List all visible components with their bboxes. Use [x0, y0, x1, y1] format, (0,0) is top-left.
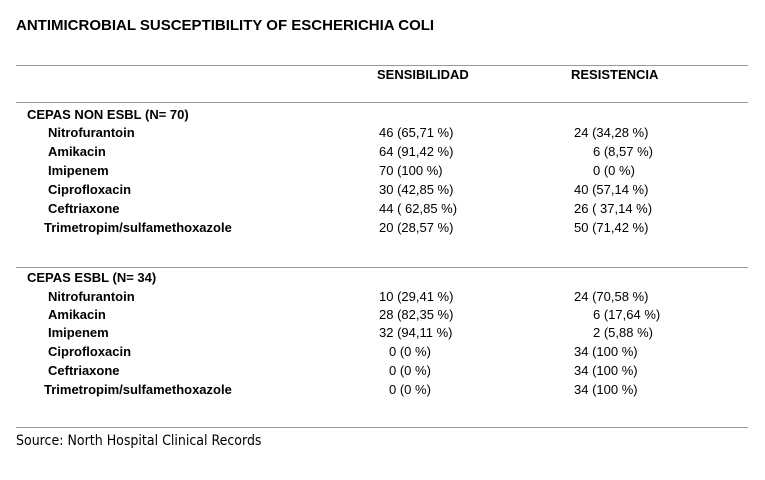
drug-label: Amikacin — [48, 307, 106, 322]
sensitivity-value: 20 (28,57 %) — [379, 220, 454, 235]
resistance-value: 6 (8,57 %) — [593, 144, 653, 159]
resistance-value: 6 (17,64 %) — [593, 307, 661, 322]
drug-label: Ciprofloxacin — [48, 182, 132, 197]
sensitivity-value: 70 (100 %) — [379, 163, 443, 178]
sensitivity-value: 0 (0 %) — [389, 382, 431, 397]
resistance-value: 2 (5,88 %) — [593, 325, 653, 340]
sensitivity-value: 46 (65,71 %) — [379, 125, 454, 140]
drug-label: Ceftriaxone — [48, 363, 120, 378]
sensitivity-value: 28 (82,35 %) — [379, 307, 454, 322]
header-bottom-rule — [16, 102, 748, 103]
section-heading-esbl: CEPAS ESBL (N= 34) — [27, 270, 157, 285]
drug-label: Ciprofloxacin — [48, 344, 132, 359]
source-note: Source: North Hospital Clinical Records — [16, 433, 262, 449]
drug-label: Trimetropim/sulfamethoxazole — [44, 382, 232, 397]
sensitivity-value: 64 (91,42 %) — [379, 144, 454, 159]
resistance-value: 26 ( 37,14 %) — [574, 201, 653, 216]
column-header-sensitivity: SENSIBILIDAD — [377, 67, 469, 82]
sensitivity-value: 30 (42,85 %) — [379, 182, 454, 197]
resistance-value: 34 (100 %) — [574, 363, 638, 378]
sensitivity-value: 32 (94,11 %) — [379, 325, 453, 340]
section-divider-rule — [16, 267, 748, 268]
resistance-value: 50 (71,42 %) — [574, 220, 649, 235]
drug-label: Imipenem — [48, 163, 109, 178]
drug-label: Nitrofurantoin — [48, 125, 135, 140]
sensitivity-value: 44 ( 62,85 %) — [379, 201, 458, 216]
sensitivity-value: 0 (0 %) — [389, 363, 431, 378]
section-heading-non-esbl: CEPAS NON ESBL (N= 70) — [27, 107, 189, 122]
drug-label: Amikacin — [48, 144, 106, 159]
resistance-value: 40 (57,14 %) — [574, 182, 649, 197]
sensitivity-value: 10 (29,41 %) — [379, 289, 454, 304]
header-top-rule — [16, 65, 748, 66]
resistance-value: 34 (100 %) — [574, 382, 638, 397]
resistance-value: 0 (0 %) — [593, 163, 635, 178]
drug-label: Ceftriaxone — [48, 201, 120, 216]
resistance-value: 34 (100 %) — [574, 344, 638, 359]
sensitivity-value: 0 (0 %) — [389, 344, 431, 359]
drug-label: Imipenem — [48, 325, 109, 340]
drug-label: Nitrofurantoin — [48, 289, 135, 304]
table-bottom-rule — [16, 427, 748, 428]
drug-label: Trimetropim/sulfamethoxazole — [44, 220, 232, 235]
table-title: ANTIMICROBIAL SUSCEPTIBILITY OF ESCHERICHIA COLI — [16, 17, 435, 34]
resistance-value: 24 (70,58 %) — [574, 289, 649, 304]
column-header-resistance: RESISTENCIA — [571, 67, 659, 82]
resistance-value: 24 (34,28 %) — [574, 125, 649, 140]
